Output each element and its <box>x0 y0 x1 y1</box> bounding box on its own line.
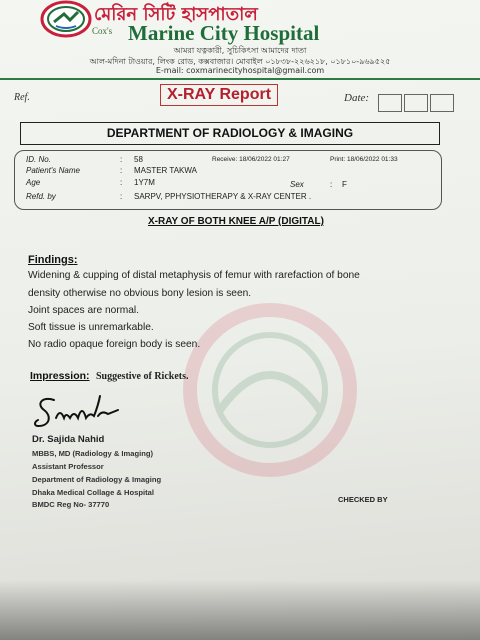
shadow-edge <box>0 580 480 640</box>
hospital-name-bengali: মেরিন সিটি হাসপাতাল <box>94 4 258 25</box>
doctor-credential: MBBS, MD (Radiology & Imaging) <box>32 449 154 458</box>
date-box-month <box>404 94 428 112</box>
sex-label: Sex <box>290 180 304 189</box>
date-box-year <box>430 94 454 112</box>
finding-line: Widening & cupping of distal metaphysis of femur with rarefaction of bone <box>28 270 360 281</box>
cox-label: Cox's <box>92 26 113 36</box>
exam-title: X-RAY OF BOTH KNEE A/P (DIGITAL) <box>148 216 324 227</box>
id-value: 58 <box>134 155 143 164</box>
sex-value: F <box>342 180 347 189</box>
hospital-name-english: Marine City Hospital <box>128 21 320 45</box>
id-label: ID. No. <box>26 155 51 164</box>
report-title: X-RAY Report <box>160 84 278 106</box>
finding-line: Joint spaces are normal. <box>28 305 139 316</box>
age-value: 1Y7M <box>134 178 155 187</box>
impression-text: Suggestive of Rickets. <box>96 371 189 382</box>
finding-line: density otherwise no obvious bony lesion is seen. <box>28 288 252 299</box>
printed-time: Print: 18/06/2022 01:33 <box>330 156 398 163</box>
findings-heading: Findings: <box>28 254 78 266</box>
doctor-credential: Dhaka Medical Collage & Hospital <box>32 488 154 497</box>
refd-label: Refd. by <box>26 192 56 201</box>
colon: : <box>330 180 333 189</box>
department-banner: DEPARTMENT OF RADIOLOGY & IMAGING <box>20 122 440 145</box>
finding-line: No radio opaque foreign body is seen. <box>28 339 201 350</box>
header-divider <box>0 78 480 80</box>
tagline: আমরা যত্নকারী, সুচিকিৎসা আমাদের দাতা <box>173 46 307 55</box>
impression-heading: Impression: <box>30 370 90 382</box>
patient-name-value: MASTER TAKWA <box>134 166 197 175</box>
checked-by-label: CHECKED BY <box>338 495 388 504</box>
doctor-credential: Assistant Professor <box>32 462 104 471</box>
date-label: Date: <box>344 92 370 104</box>
refd-value: SARPV, PPHYSIOTHERAPY & X-RAY CENTER . <box>134 192 312 201</box>
ref-label: Ref. <box>14 92 30 103</box>
age-label: Age <box>26 178 41 187</box>
colon: : <box>120 155 123 164</box>
colon: : <box>120 192 123 201</box>
received-time: Receive: 18/06/2022 01:27 <box>212 156 290 163</box>
watermark-logo <box>150 300 390 480</box>
patient-name-label: Patient's Name <box>26 166 80 175</box>
doctor-credential: Department of Radiology & Imaging <box>32 475 162 484</box>
date-box-day <box>378 94 402 112</box>
colon: : <box>120 178 123 187</box>
address: আল-মদিনা টাওয়ার, লিংক রোড, কক্সবাজার। মোবাইল ০১৮৩৮-২২৬২১৮, ০১৮১০-৯৬৯৫২৫ <box>89 57 391 66</box>
finding-line: Soft tissue is unremarkable. <box>28 322 154 333</box>
hospital-logo <box>40 0 92 38</box>
doctor-credential: BMDC Reg No- 37770 <box>32 500 110 509</box>
doctor-name: Dr. Sajida Nahid <box>32 434 105 445</box>
email: E-mail: coxmarinecityhospital@gmail.com <box>155 66 325 75</box>
doctor-signature <box>32 390 122 434</box>
colon: : <box>120 166 123 175</box>
